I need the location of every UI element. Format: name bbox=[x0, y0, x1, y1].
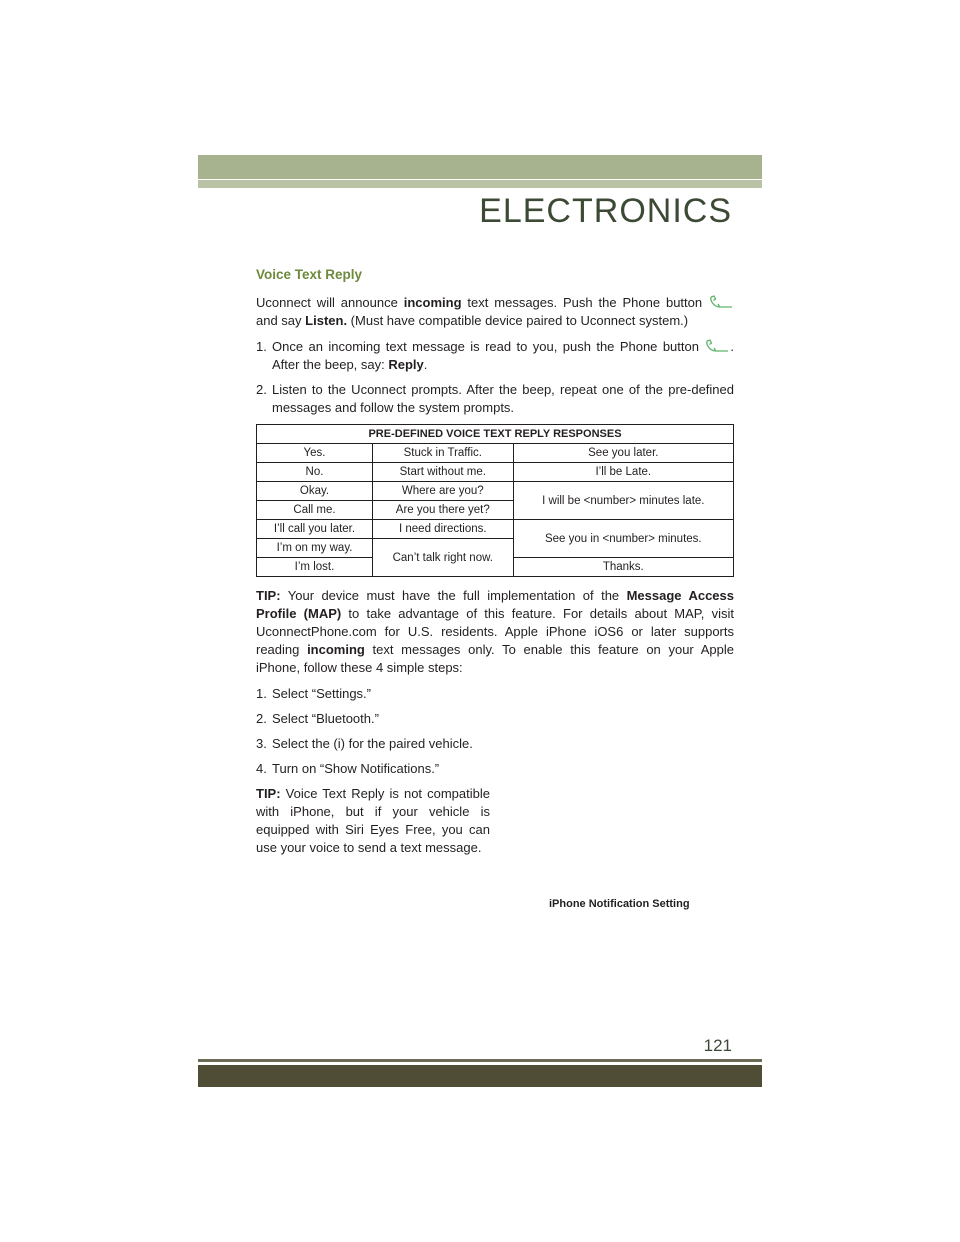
table-title: PRE-DEFINED VOICE TEXT REPLY RESPONSES bbox=[257, 425, 734, 444]
table-row: Yes. Stuck in Traffic. See you later. bbox=[257, 444, 734, 463]
table-row: I’ll call you later. I need directions. See you in <number> minutes. bbox=[257, 520, 734, 539]
table-row: I’m on my way. Can’t talk right now. bbox=[257, 539, 734, 558]
iphone-step-2: 2. Select “Bluetooth.” bbox=[256, 711, 379, 726]
footer-band bbox=[198, 1065, 762, 1087]
table-row: No. Start without me. I’ll be Late. bbox=[257, 463, 734, 482]
table-row: Call me. Are you there yet? bbox=[257, 501, 734, 520]
heading-voice-text-reply: Voice Text Reply bbox=[256, 267, 363, 282]
tip-siri: TIP: Voice Text Reply is not compatible with iPhone, but if your vehicle is equipped with Siri Eyes Free, you can use your voice to send a text message. bbox=[256, 786, 490, 855]
step-2: 2. Listen to the Uconnect prompts. After the beep, repeat one of the pre-defined messages and follow the system prompts. bbox=[256, 382, 734, 415]
intro-paragraph: Uconnect will announce incoming text messages. Push the Phone button and say Listen. (Must have compatible device paired to Uconnect system.) bbox=[256, 294, 734, 330]
responses-table bbox=[256, 424, 734, 577]
step-1: 1. Once an incoming text message is read to you, push the Phone button . After the beep, say: Reply. bbox=[256, 339, 734, 372]
iphone-step-3: 3. Select the (i) for the paired vehicle. bbox=[256, 736, 473, 751]
page-number: 121 bbox=[703, 1036, 732, 1055]
phone-icon bbox=[708, 295, 734, 309]
header-rule bbox=[198, 180, 762, 188]
iphone-step-4: 4. Turn on “Show Notifications.” bbox=[256, 761, 440, 776]
iphone-step-1: 1. Select “Settings.” bbox=[256, 686, 371, 701]
phone-icon bbox=[704, 339, 730, 353]
table-row: I’m lost. Thanks. bbox=[257, 558, 734, 577]
page-content bbox=[256, 266, 734, 865]
header-band bbox=[198, 155, 762, 179]
footer-rule bbox=[198, 1059, 762, 1062]
tip-map: TIP: Your device must have the full implementation of the Message Access Profile (MAP) to take advantage of this feature. For details about MAP, visit UconnectPhone.com for U.S. residents. Apple iPhone iOS6 or later supports reading incoming text messages only. To enable this feature on your Apple iPhone, follow these 4 simple steps: bbox=[256, 588, 734, 675]
figure-caption: iPhone Notification Setting bbox=[549, 898, 690, 910]
table-row: Okay. Where are you? I will be <number> minutes late. bbox=[257, 482, 734, 501]
section-title: ELECTRONICS bbox=[479, 192, 732, 230]
